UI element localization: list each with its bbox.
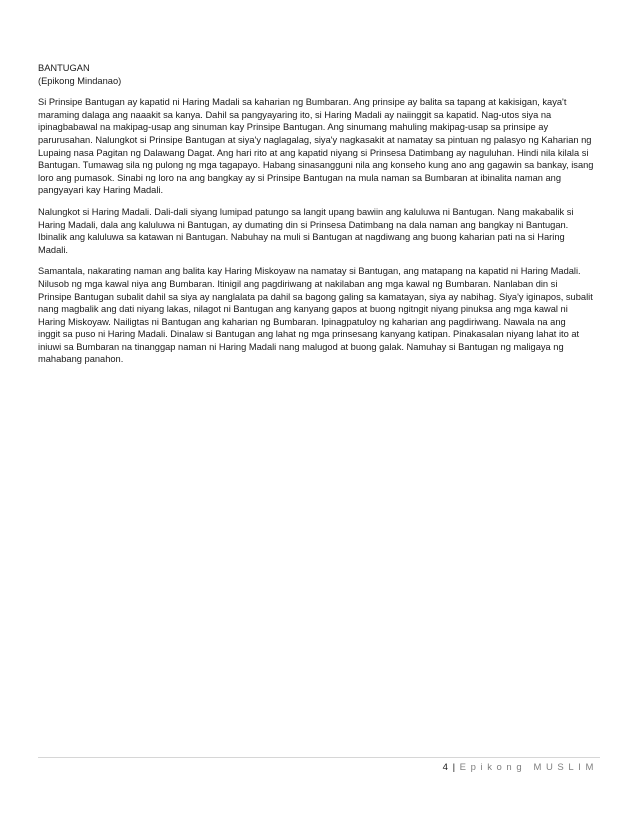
text-line: Nilusob ng mga kawal niya ang Bumbaran. Itinigil ang pagdiriwang at nakilaban ang mga kawal ng Bumbaran. Nanlaban din si [38,278,558,289]
paragraph [38,265,606,366]
paragraph [38,206,606,256]
running-title: Epikong MUSLIM [459,762,598,773]
text-line: Bantugan. Tumawag sila ng pulong ng mga tagapayo. Habang sinasangguni nila ang konseho kung ano ang gagawin sa bankay, isang [38,160,594,171]
text-line: Haring Miskoyaw. Nailigtas ni Bantugan ang kaharian ng Bumbaran. Ipinagpatuloy ng kaharian ang pagdiriwang. Nawala na ang [38,316,566,327]
text-line: maraming dalaga ang naaakit sa kanya. Dahil sa pangyayaring ito, si Haring Madali ay naiinggit sa kapatid. Nag-utos siya na [38,109,552,120]
document-title: BANTUGAN [38,63,90,73]
footer-divider [38,757,600,758]
text-line: pangyayari kay Haring Madali. [38,185,164,196]
text-line: Si Prinsipe Bantugan ay kapatid ni Haring Madali sa kaharian ng Bumbaran. Ang prinsipe ay balita sa tapang at kakisigan, kaya't [38,97,567,108]
text-line: parurusahan. Nalungkot si Prinsipe Bantugan at siya'y naglagalag, siya'y nagkasakit at namatay sa pintuan ng palasyo ng Kaharian ng [38,134,592,145]
paragraph [38,96,606,197]
text-line: ipinagbabawal na makipag-usap ang sinuman kay Prinsipe Bantugan. Ang sinumang mahuling makipag-usap sa prinsipe ay [38,122,549,133]
page-footer [443,762,598,773]
text-line: nang magbalik ang dati niyang lakas, nilagot ni Bantugan ang kanyang gapos at buong ngitngit niyang pinuksa ang mga kawal ni [38,304,568,315]
text-line: iniuwi sa Bumbaran na tinanggap naman ni Haring Madali nang malugod at buong galak. Namuhay si Bantugan ng maligaya ng [38,341,564,352]
text-line: Lupaing nasa Pagitan ng Dalawang Dagat. Ang hari rito at ang kapatid niyang si Prinsesa Datimbang ay naguluhan. Hindi nila kilala si [38,147,589,158]
document-subtitle: (Epikong Mindanao) [38,75,122,86]
text-line: inggit sa puso ni Haring Madali. Dinalaw si Bantugan ang lahat ng mga prinsesang kanyang katipan. Pinakasalan niyang lahat ito at [38,329,580,340]
title-block [38,62,606,87]
text-line: Ibinalik ang kaluluwa sa katawan ni Bantugan. Nabuhay na muli si Bantugan at nagdiwang ang buong kaharian pati na si Haring [38,232,565,243]
document-body [38,62,606,375]
text-line: Madali. [38,244,68,255]
text-line: loro ang pumasok. Sinabi ng loro na ang bangkay ay si Prinsipe Bantugan na mula naman sa Bumbaran at ibinalita naman ang [38,172,562,183]
footer-separator: | [452,762,456,773]
text-line: mahabang panahon. [38,354,124,365]
paragraphs [38,96,606,366]
text-line: Nalungkot si Haring Madali. Dali-dali siyang lumipad patungo sa langit upang bawiin ang kaluluwa ni Bantugan. Nang makabalik si [38,206,574,217]
text-line: Prinsipe Bantugan subalit dahil sa siya ay nanglalata pa dahil sa bagong galing sa kamatayan, siya ay nabihag. Siya'y iginapos, subalit [38,291,593,302]
text-line: Samantala, nakarating naman ang balita kay Haring Miskoyaw na namatay si Bantugan, ang matapang na kapatid ni Haring Madali. [38,266,581,277]
page-number: 4 [442,762,448,773]
text-line: Haring Madali, dala ang kaluluwa ni Bantugan, ay dumating din si Prinsesa Datimbang na dala naman ang bangkay ni Bantugan. [38,219,569,230]
